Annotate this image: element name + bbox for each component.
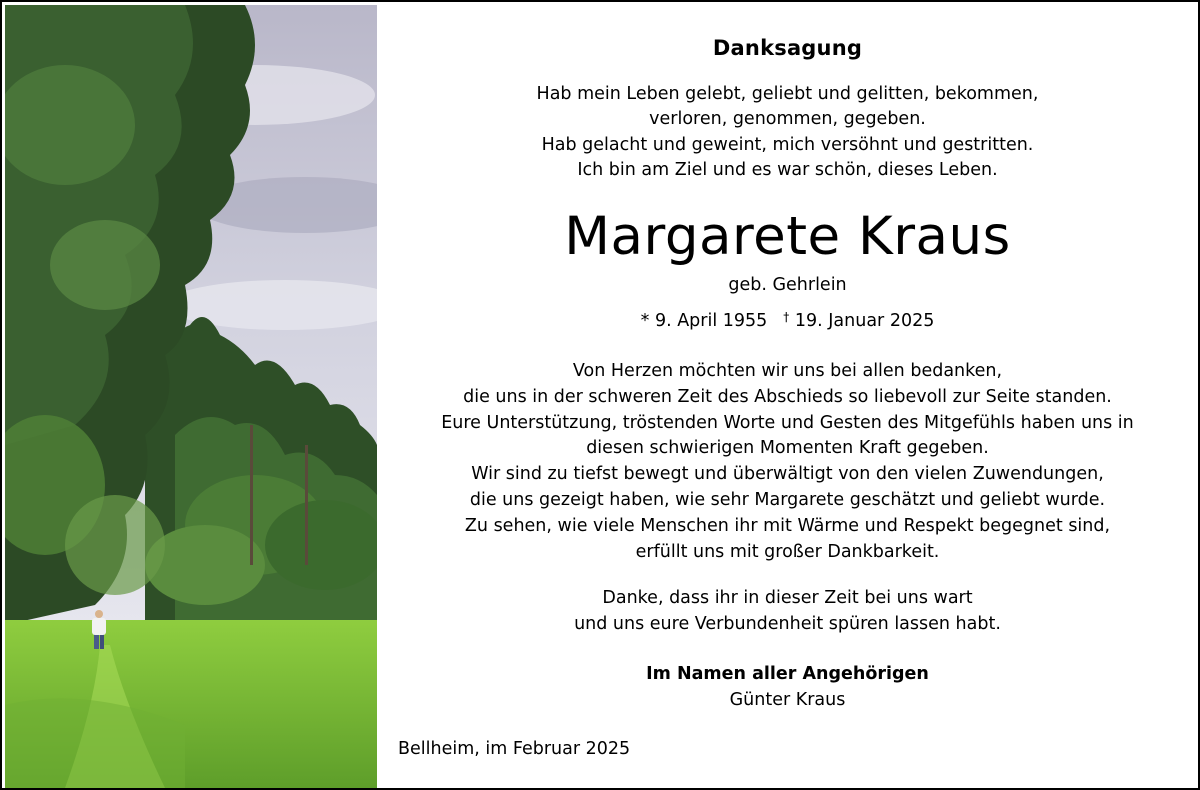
landscape-illustration — [5, 5, 377, 788]
poem-line: Hab mein Leben gelebt, geliebt und gelitten, bekommen, — [536, 84, 1039, 104]
closing-thanks — [377, 585, 1198, 637]
poem-line: Ich bin am Ziel und es war schön, dieses Leben. — [577, 159, 998, 180]
message-line: Wir sind zu tiefst bewegt und überwältigt von den vielen Zuwendungen, — [471, 464, 1104, 485]
message-line: Eure Unterstützung, tröstenden Worte und Gesten des Mitgefühls haben uns in — [441, 412, 1134, 433]
deceased-name: Margarete Kraus — [564, 206, 1011, 267]
message-line: die uns in der schweren Zeit des Abschieds so liebevoll zur Seite standen. — [463, 386, 1112, 407]
cross-icon: † — [783, 310, 790, 324]
message-line: erfüllt uns mit großer Dankbarkeit. — [635, 541, 940, 562]
signoff-label: Im Namen aller Angehörigen — [646, 664, 929, 684]
poem — [377, 82, 1198, 183]
message-line: diesen schwierigen Momenten Kraft gegeben. — [586, 438, 989, 459]
message-line: die uns gezeigt haben, wie sehr Margarete geschätzt und geliebt wurde. — [469, 489, 1106, 510]
message-line: Von Herzen möchten wir uns bei allen bedanken, — [572, 361, 1003, 381]
death-date: 19. Januar 2025 — [794, 311, 935, 331]
message-line: Zu sehen, wie viele Menschen ihr mit Wärme und Respekt begegnet sind, — [464, 515, 1111, 536]
poem-line: Hab gelacht und geweint, mich versöhnt und gestritten. — [541, 134, 1034, 155]
thanks-message — [377, 359, 1198, 565]
notice-text-panel — [377, 2, 1198, 788]
thanks-line: und uns eure Verbundenheit spüren lassen habt. — [574, 614, 1001, 634]
maiden-name: geb. Gehrlein — [728, 275, 847, 295]
walker — [94, 633, 99, 649]
birth-date: * 9. April 1955 — [640, 311, 768, 331]
place-and-date: Bellheim, im Februar 2025 — [398, 739, 631, 759]
thanks-line: Danke, dass ihr in dieser Zeit bei uns wart — [602, 588, 973, 608]
poem-line: verloren, genommen, gegeben. — [649, 109, 926, 130]
notice-title: Danksagung — [712, 36, 863, 60]
landscape-photo — [5, 5, 377, 788]
life-dates — [377, 310, 1198, 331]
signoff-name: Günter Kraus — [729, 690, 846, 710]
